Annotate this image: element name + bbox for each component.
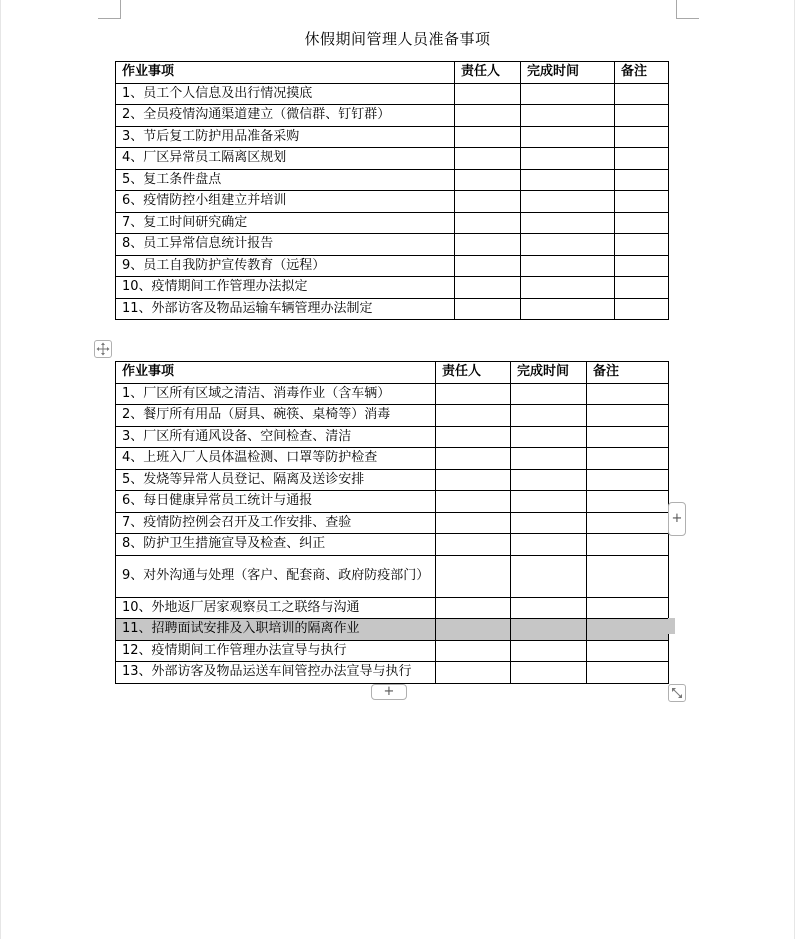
table-row	[116, 662, 669, 684]
table-row	[116, 512, 669, 534]
task-cell[interactable]: 5、复工条件盘点	[116, 169, 455, 191]
remarks-cell[interactable]	[587, 469, 669, 491]
remarks-cell[interactable]	[615, 298, 669, 320]
crop-mark-top-left	[98, 0, 121, 19]
remarks-cell[interactable]	[587, 640, 669, 662]
remarks-cell[interactable]	[615, 105, 669, 127]
remarks-cell[interactable]	[587, 405, 669, 427]
task-cell[interactable]: 3、厂区所有通风设备、空间检查、清洁	[116, 426, 436, 448]
deadline-cell[interactable]	[521, 191, 615, 213]
task-cell[interactable]: 12、疫情期间工作管理办法宣导与执行	[116, 640, 436, 662]
deadline-cell[interactable]	[521, 277, 615, 299]
task-cell[interactable]: 4、厂区异常员工隔离区规划	[116, 148, 455, 170]
add-row-button[interactable]: +	[371, 684, 407, 700]
remarks-cell[interactable]	[587, 555, 669, 597]
owner-cell[interactable]	[455, 212, 521, 234]
owner-cell[interactable]	[436, 662, 511, 684]
task-cell[interactable]: 2、餐厅所有用品（厨具、碗筷、桌椅等）消毒	[116, 405, 436, 427]
remarks-cell[interactable]	[587, 619, 669, 641]
remarks-cell[interactable]	[615, 234, 669, 256]
task-cell[interactable]: 5、发烧等异常人员登记、隔离及送诊安排	[116, 469, 436, 491]
deadline-cell[interactable]	[521, 212, 615, 234]
table-row	[116, 448, 669, 470]
owner-cell[interactable]	[436, 491, 511, 513]
task-cell[interactable]: 8、员工异常信息统计报告	[116, 234, 455, 256]
table-row	[116, 105, 669, 127]
remarks-cell[interactable]	[615, 277, 669, 299]
remarks-cell[interactable]	[587, 448, 669, 470]
task-cell[interactable]: 11、外部访客及物品运输车辆管理办法制定	[116, 298, 455, 320]
task-cell[interactable]: 6、疫情防控小组建立并培训	[116, 191, 455, 213]
task-cell[interactable]: 8、防护卫生措施宣导及检查、纠正	[116, 534, 436, 556]
remarks-cell[interactable]	[587, 512, 669, 534]
remarks-cell[interactable]	[615, 83, 669, 105]
owner-cell[interactable]	[455, 298, 521, 320]
owner-cell[interactable]	[455, 255, 521, 277]
table-body	[116, 83, 669, 320]
crop-mark-top-right	[676, 0, 699, 19]
owner-cell[interactable]	[455, 148, 521, 170]
task-cell[interactable]: 9、对外沟通与处理（客户、配套商、政府防疫部门）	[116, 555, 436, 597]
task-cell[interactable]: 9、员工自我防护宣传教育（远程）	[116, 255, 455, 277]
task-cell[interactable]: 11、招聘面试安排及入职培训的隔离作业	[116, 619, 436, 641]
remarks-cell[interactable]	[615, 169, 669, 191]
owner-cell[interactable]	[455, 126, 521, 148]
task-cell[interactable]: 4、上班入厂人员体温检测、口罩等防护检查	[116, 448, 436, 470]
table-row	[116, 169, 669, 191]
owner-cell[interactable]	[436, 448, 511, 470]
owner-cell[interactable]	[436, 619, 511, 641]
table-row	[116, 619, 669, 641]
remarks-cell[interactable]	[587, 426, 669, 448]
deadline-cell[interactable]	[511, 597, 587, 619]
owner-cell[interactable]	[436, 597, 511, 619]
task-cell[interactable]: 10、外地返厂居家观察员工之联络与沟通	[116, 597, 436, 619]
owner-cell[interactable]	[436, 383, 511, 405]
owner-cell[interactable]	[455, 169, 521, 191]
table-row	[116, 491, 669, 513]
owner-cell[interactable]	[436, 534, 511, 556]
owner-cell[interactable]	[455, 105, 521, 127]
task-cell[interactable]: 7、疫情防控例会召开及工作安排、查验	[116, 512, 436, 534]
deadline-cell[interactable]	[511, 555, 587, 597]
deadline-cell[interactable]	[511, 662, 587, 684]
owner-cell[interactable]	[436, 426, 511, 448]
document-title: 休假期间管理人员准备事项	[304, 30, 491, 48]
add-column-button[interactable]: +	[668, 502, 686, 536]
header-deadline[interactable]: 完成时间	[521, 62, 615, 84]
remarks-cell[interactable]	[615, 148, 669, 170]
owner-cell[interactable]	[436, 469, 511, 491]
table-row	[116, 83, 669, 105]
selection-end-marker	[668, 618, 675, 634]
owner-cell[interactable]	[455, 277, 521, 299]
remarks-cell[interactable]	[587, 597, 669, 619]
remarks-cell[interactable]	[615, 191, 669, 213]
table-row	[116, 426, 669, 448]
remarks-cell[interactable]	[587, 383, 669, 405]
header-owner[interactable]: 责任人	[455, 62, 521, 84]
deadline-cell[interactable]	[511, 619, 587, 641]
deadline-cell[interactable]	[521, 126, 615, 148]
task-cell[interactable]: 13、外部访客及物品运送车间管控办法宣导与执行	[116, 662, 436, 684]
task-cell[interactable]: 7、复工时间研究确定	[116, 212, 455, 234]
remarks-cell[interactable]	[587, 662, 669, 684]
header-remarks[interactable]: 备注	[587, 362, 669, 384]
header-row	[116, 362, 669, 384]
deadline-cell[interactable]	[521, 234, 615, 256]
table-row	[116, 298, 669, 320]
deadline-cell[interactable]	[521, 255, 615, 277]
deadline-cell[interactable]	[521, 83, 615, 105]
deadline-cell[interactable]	[511, 512, 587, 534]
deadline-cell[interactable]	[511, 469, 587, 491]
table-row	[116, 534, 669, 556]
table-row	[116, 234, 669, 256]
deadline-cell[interactable]	[511, 534, 587, 556]
table-row	[116, 277, 669, 299]
task-cell[interactable]: 3、节后复工防护用品准备采购	[116, 126, 455, 148]
deadline-cell[interactable]	[511, 448, 587, 470]
table-row	[116, 469, 669, 491]
table-row	[116, 148, 669, 170]
owner-cell[interactable]	[436, 512, 511, 534]
table-row	[116, 126, 669, 148]
deadline-cell[interactable]	[511, 640, 587, 662]
remarks-cell[interactable]	[615, 212, 669, 234]
deadline-cell[interactable]	[521, 148, 615, 170]
header-remarks[interactable]: 备注	[615, 62, 669, 84]
move-arrows-icon[interactable]	[94, 340, 112, 358]
table-row	[116, 597, 669, 619]
header-row	[116, 62, 669, 84]
task-cell[interactable]: 10、疫情期间工作管理办法拟定	[116, 277, 455, 299]
task-cell[interactable]: 6、每日健康异常员工统计与通报	[116, 491, 436, 513]
remarks-cell[interactable]	[587, 534, 669, 556]
deadline-cell[interactable]	[521, 169, 615, 191]
owner-cell[interactable]	[455, 234, 521, 256]
table-row	[116, 555, 669, 597]
table-row	[116, 405, 669, 427]
remarks-cell[interactable]	[587, 491, 669, 513]
epidemic-work-table[interactable]	[115, 361, 669, 684]
owner-cell[interactable]	[436, 555, 511, 597]
remarks-cell[interactable]	[615, 126, 669, 148]
header-task[interactable]: 作业事项	[116, 362, 436, 384]
deadline-cell[interactable]	[511, 491, 587, 513]
owner-cell[interactable]	[455, 83, 521, 105]
table-row	[116, 191, 669, 213]
table-body	[116, 383, 669, 683]
header-deadline[interactable]: 完成时间	[511, 362, 587, 384]
deadline-cell[interactable]	[511, 405, 587, 427]
remarks-cell[interactable]	[615, 255, 669, 277]
owner-cell[interactable]	[455, 191, 521, 213]
deadline-cell[interactable]	[521, 298, 615, 320]
deadline-cell[interactable]	[511, 426, 587, 448]
deadline-cell[interactable]	[511, 383, 587, 405]
owner-cell[interactable]	[436, 640, 511, 662]
table-row	[116, 212, 669, 234]
table-row	[116, 255, 669, 277]
diagonal-resize-icon[interactable]	[668, 684, 686, 702]
preparation-table[interactable]	[115, 61, 669, 320]
task-cell[interactable]: 1、员工个人信息及出行情况摸底	[116, 83, 455, 105]
table-row	[116, 640, 669, 662]
header-task[interactable]: 作业事项	[116, 62, 455, 84]
table-row	[116, 383, 669, 405]
owner-cell[interactable]	[436, 405, 511, 427]
deadline-cell[interactable]	[521, 105, 615, 127]
header-owner[interactable]: 责任人	[436, 362, 511, 384]
task-cell[interactable]: 2、全员疫情沟通渠道建立（微信群、钉钉群）	[116, 105, 455, 127]
task-cell[interactable]: 1、厂区所有区域之清洁、消毒作业（含车辆）	[116, 383, 436, 405]
